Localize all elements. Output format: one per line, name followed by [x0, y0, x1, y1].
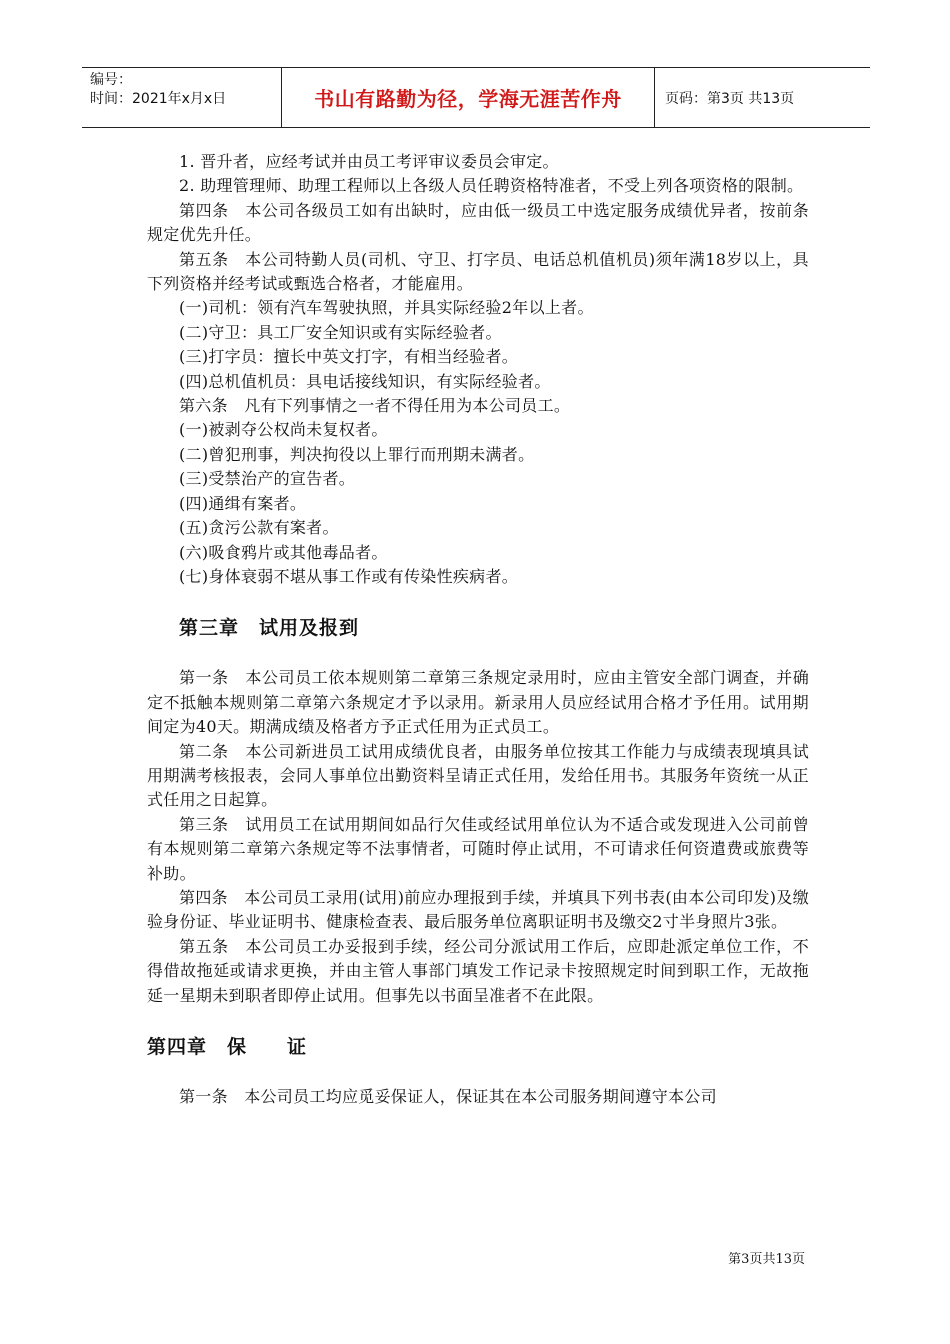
paragraph: (三)打字员：擅长中英文打字，有相当经验者。 [179, 347, 519, 367]
paragraph: 第四条 本公司员工录用(试用)前应办理报到手续，并填具下列书表(由本公司印发)及缴验身份证、毕业证明书、健康检查表、最后服务单位离职证明书及缴交2寸半身照片3张。 [147, 887, 809, 932]
paragraph: (二)守卫：具工厂安全知识或有实际经验者。 [179, 322, 502, 342]
paragraph: 第五条 本公司员工办妥报到手续，经公司分派试用工作后，应即赴派定单位工作，不得借故拖延或请求更换，并由主管人事部门填发工作记录卡按照规定时间到职工作，无故拖延一星期未到职者即停止试用。但事先以书面呈准者不在此限。 [147, 936, 809, 1005]
paragraph: 第一条 本公司员工均应觅妥保证人，保证其在本公司服务期间遵守本公司 [179, 1087, 717, 1106]
header-number-label: 编号： [90, 72, 132, 88]
paragraph: (五)贪污公款有案者。 [179, 518, 339, 538]
paragraph: (三)受禁治产的宣告者。 [179, 469, 356, 489]
paragraph: 2. 助理管理师、助理工程师以上各级人员任聘资格特准者，不受上列各项资格的限制。 [179, 176, 804, 196]
header-time-label: 时间：2021年x月x日 [90, 91, 227, 107]
paragraph: (二)曾犯刑事，判决拘役以上罪行而刑期未满者。 [179, 444, 535, 464]
paragraph: (一)司机：领有汽车驾驶执照，并具实际经验2年以上者。 [179, 298, 594, 318]
paragraph: (一)被剥夺公权尚未复权者。 [179, 420, 388, 440]
page-header [82, 67, 870, 128]
paragraph: 第五条 本公司特勤人员(司机、守卫、打字员、电话总机值机员)须年满18岁以上，具下列资格并经考试或甄选合格者，才能雇用。 [147, 249, 809, 294]
paragraph: 第三条 试用员工在试用期间如品行欠佳或经试用单位认为不适合或发现进入公司前曾有本规则第二章第六条规定等不法事情者，可随时停止试用，不可请求任何资遣费或旅费等补助。 [147, 814, 809, 883]
document-body [147, 150, 809, 1109]
header-page-label: 页码：第3页 共13页 [665, 90, 795, 107]
paragraph: (六)吸食鸦片或其他毒品者。 [179, 542, 388, 562]
paragraph: 第二条 本公司新进员工试用成绩优良者，由服务单位按其工作能力与成绩表现填具试用期满考核报表，会同人事单位出勤资料呈请正式任用，发给任用书。其服务年资统一从正式任用之日起算。 [147, 741, 809, 810]
page-footer: 第3页共13页 [728, 1252, 805, 1267]
section-chapter4 [147, 1085, 809, 1109]
chapter3-heading: 第三章 试用及报到 [179, 617, 360, 640]
paragraph: 第一条 本公司员工依本规则第二章第三条规定录用时，应由主管安全部门调查，并确定不抵触本规则第二章第六条规定才予以录用。新录用人员应经试用合格才予任用。试用期间定为40天。期满成绩及格者方予正式任用为正式员工。 [147, 668, 809, 737]
paragraph: (四)通缉有案者。 [179, 493, 307, 513]
paragraph: 第四条 本公司各级员工如有出缺时，应由低一级员工中选定服务成绩优异者，按前条规定优先升任。 [147, 200, 809, 245]
chapter4-heading: 第四章 保 证 [147, 1036, 308, 1058]
header-meta [82, 68, 282, 127]
section-chapter3 [147, 666, 809, 1008]
paragraph: (七)身体衰弱不堪从事工作或有传染性疾病者。 [179, 566, 519, 586]
paragraph: 1. 晋升者，应经考试并由员工考评审议委员会审定。 [179, 152, 559, 171]
section-hiring-rules [147, 150, 809, 589]
paragraph: 第六条 凡有下列事情之一者不得任用为本公司员工。 [179, 396, 571, 416]
paragraph: (四)总机值机员：具电话接线知识，有实际经验者。 [179, 371, 551, 391]
header-motto: 书山有路勤为径，学海无涯苦作舟 [282, 68, 655, 127]
